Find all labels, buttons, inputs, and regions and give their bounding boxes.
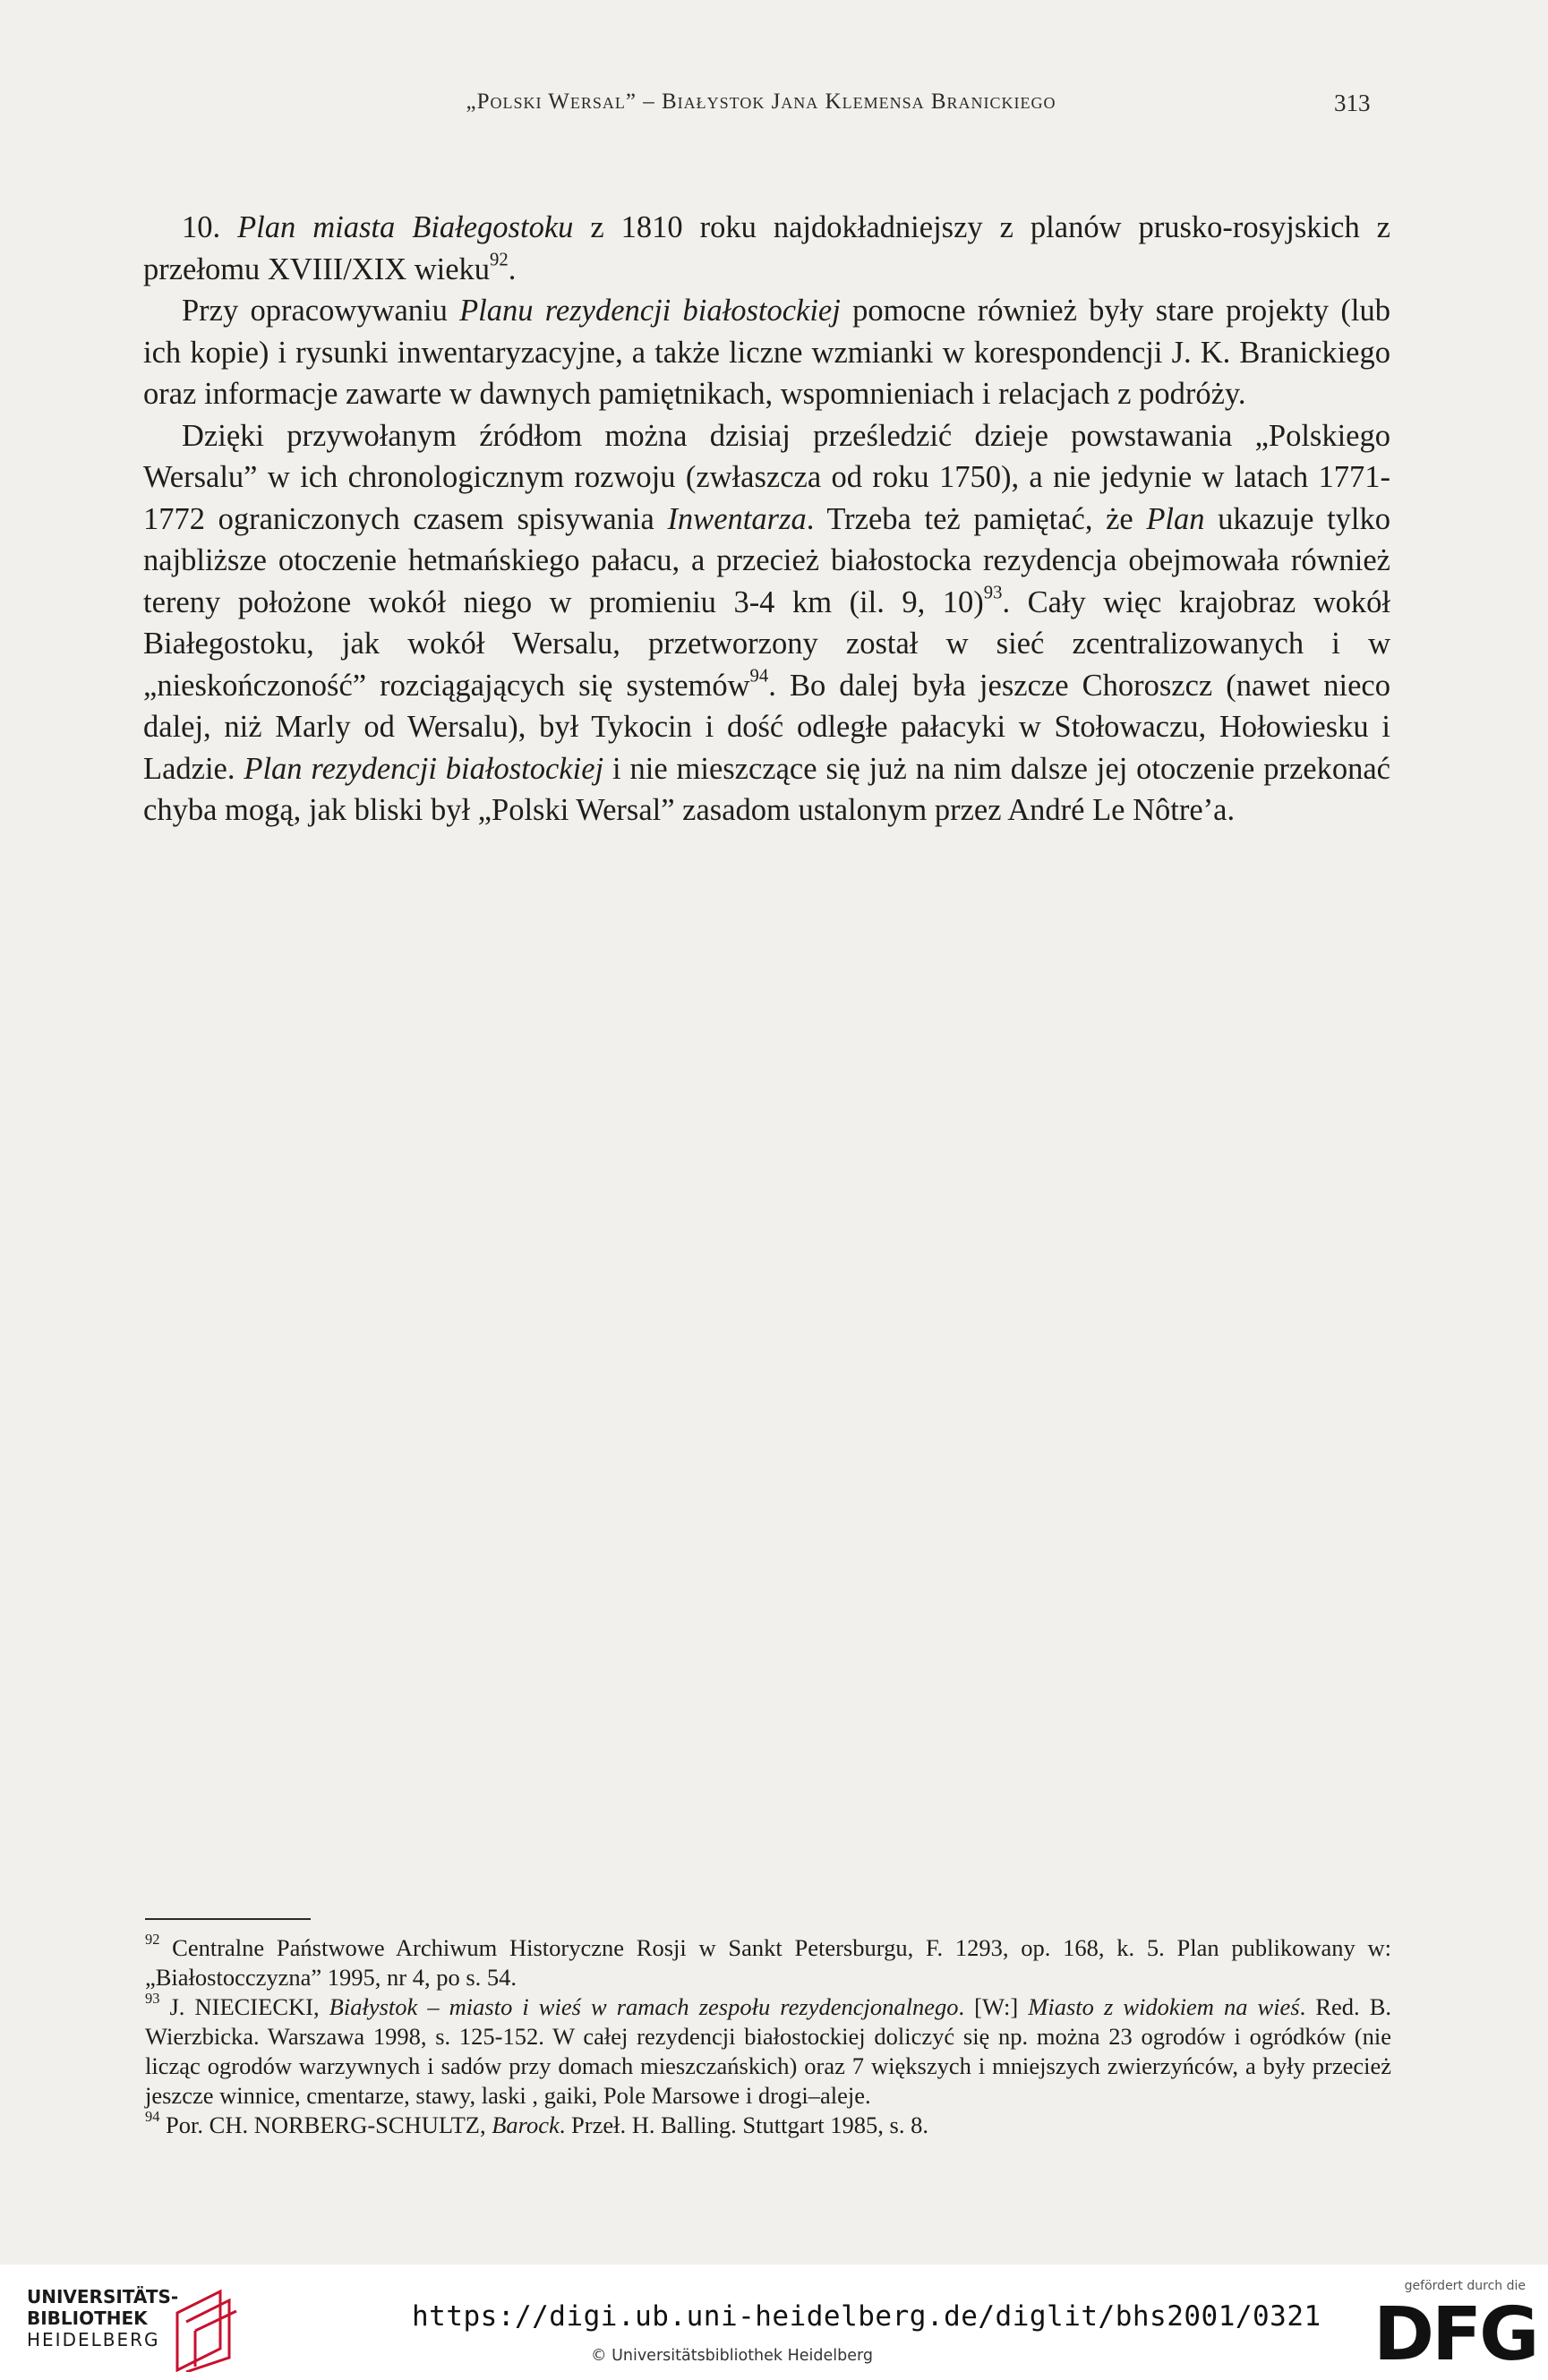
footnote-ref-92[interactable]: 92 <box>490 249 509 269</box>
italic-title: Miasto z widokiem na wieś <box>1028 1993 1300 2020</box>
dfg-logo[interactable] <box>1373 2279 1537 2377</box>
copyright-notice: © Universitätsbibliothek Heidelberg <box>591 2347 874 2365</box>
footnote-text: Por. CH. NORBERG-SCHULTZ, <box>159 2111 492 2138</box>
footnote-ref-94[interactable]: 94 <box>749 665 769 686</box>
italic-title: Plan rezydencji białostockiej <box>244 751 604 786</box>
italic-title: Plan <box>1146 501 1205 536</box>
footnote-number: 93 <box>145 1989 160 2007</box>
footnote-text: . Red. B. Wierzbicka. Warszawa 1998, s. 125-152. W całej rezydencji białostockiej doliczyć się np. można 23 ogrodów i ogródków (nie licząc ogrodów warzywnych i sadów przy domach mieszczańskich) oraz 7 większych i mniejszych zwierzyńców, a były przecież jeszcze winnice, cmentarze, stawy, laski , gaiki, Pole Marsowe i drogi–aleje. <box>145 1993 1392 2109</box>
footnote-93 <box>145 1989 1392 2111</box>
italic-title: Planu rezydencji białostockiej <box>459 294 841 328</box>
footnote-text: . [W:] <box>958 1993 1029 2020</box>
dfg-wordmark: DFG <box>1373 2292 1537 2377</box>
footnote-text: . Przeł. H. Balling. Stuttgart 1985, s. 8. <box>559 2111 928 2138</box>
footnote-text: Centralne Państwowe Archiwum Historyczne Rosji w Sankt Petersburgu, F. 1293, op. 168, k. 5. Plan publikowany w: „Białostocczyzna” 1995, nr 4, po s. 54. <box>145 1934 1391 1991</box>
footnote-number: 92 <box>145 1930 160 1948</box>
italic-title: Barock <box>492 2111 560 2138</box>
footnote-94 <box>145 2107 1391 2140</box>
text-run: z 1810 roku najdokładniejszy z planów prusko-rosyjskich z przełomu XVIII/XIX wieku <box>143 210 1390 286</box>
library-name-line: UNIVERSITÄTS- <box>27 2286 179 2307</box>
page-number: 313 <box>1334 90 1371 116</box>
text-run: 10. <box>182 210 238 244</box>
italic-title: Inwentarza <box>667 501 807 536</box>
footnote-ref-93[interactable]: 93 <box>983 582 1003 602</box>
paragraph-1 <box>143 207 1390 290</box>
library-name-line: BIBLIOTHEK <box>27 2307 148 2329</box>
footnote-text: J. NIECIECKI, <box>159 1993 329 2020</box>
footnote-divider <box>145 1918 311 1920</box>
footnotes <box>145 1930 1392 2140</box>
text-run: i nie mieszczące się już na nim dalsze jej otoczenie przekonać chyba mogą, jak bliski był „Polski Wersal” zasadom ustalonym przez André Le Nôtre’a. <box>143 751 1390 827</box>
paragraph-3 <box>143 415 1390 832</box>
university-library-logo[interactable] <box>27 2286 233 2376</box>
permalink-url[interactable]: https://digi.ub.uni-heidelberg.de/diglit/bhs2001/0321 <box>412 2300 1321 2333</box>
text-run: . Bo dalej była jeszcze Choroszcz (nawet nieco dalej, niż Marly od Wersalu), był Tykocin i dość odległe pałacyki w Stołowaczu, Hołowiesku i Ladzie. <box>143 668 1390 786</box>
dfg-caption: gefördert durch die <box>1404 2279 1526 2293</box>
footnote-92 <box>145 1930 1391 1992</box>
text-run: Przy opracowywaniu <box>182 294 460 328</box>
footnote-number: 94 <box>145 2107 160 2125</box>
running-head: „Polski Wersal” – Białystok Jana Klemensa Branickiego <box>466 90 1056 114</box>
digitization-footer <box>0 2265 1548 2380</box>
library-emblem-icon <box>170 2286 242 2372</box>
italic-title: Białystok – miasto i wieś w ramach zespołu rezydencjonalnego <box>329 1993 959 2020</box>
italic-title: Plan miasta Białegostoku <box>237 210 574 244</box>
library-name-line: HEIDELBERG <box>27 2329 160 2350</box>
text-run: . <box>508 252 517 286</box>
library-name <box>27 2286 178 2350</box>
text-run: Dzięki przywołanym źródłom można dzisiaj prześledzić dzieje powstawania „Polskiego Wersalu” w ich chronologicznym rozwoju (zwłaszcza od roku 1750), a nie jedynie w latach 1771-1772 ograniczonych czasem spisywania <box>143 418 1390 536</box>
main-text <box>143 207 1390 832</box>
text-run: ukazuje tylko najbliższe otoczenie hetmańskiego pałacu, a przecież białostocka rezydencja obejmowała również tereny położone wokół niego w promieniu 3-4 km (il. 9, 10) <box>143 501 1390 619</box>
text-run: . Cały więc krajobraz wokół Białegostoku, jak wokół Wersalu, przetworzony został w sieć zcentralizowanych i w „nieskończoność” rozciągających się systemów <box>143 584 1390 703</box>
text-run: . Trzeba też pamiętać, że <box>806 501 1147 536</box>
paragraph-2 <box>143 290 1390 415</box>
text-run: pomocne również były stare projekty (lub ich kopie) i rysunki inwentaryzacyjne, a także liczne wzmianki w korespondencji J. K. Branickiego oraz informacje zawarte w dawnych pamiętnikach, wspomnieniach i relacjach z podróży. <box>143 294 1390 411</box>
